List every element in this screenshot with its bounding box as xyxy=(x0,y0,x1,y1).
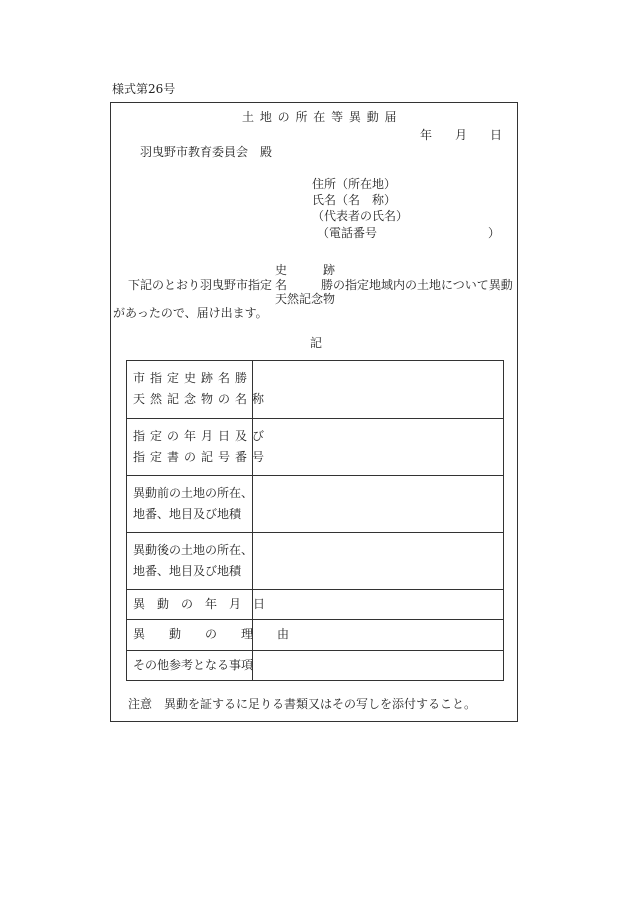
table-row xyxy=(127,650,503,680)
body-line2: があったので、届け出ます。 xyxy=(113,306,268,320)
row-label: その他参考となる事項 xyxy=(133,658,254,672)
row-label: 異動後の土地の所在、 地番、地目及び地積 xyxy=(133,543,254,578)
date-month-label: 月 xyxy=(455,128,468,142)
date-year-label: 年 xyxy=(420,128,433,142)
details-table xyxy=(126,360,504,681)
table-row xyxy=(127,475,503,532)
applicant-name-label: 氏名（名 称） xyxy=(312,193,397,207)
table-row xyxy=(127,619,503,650)
designation-type-natural-monument: 天然記念物 xyxy=(275,292,336,306)
body-line1-prefix: 下記のとおり羽曳野市指定 xyxy=(128,278,273,292)
form-number: 様式第26号 xyxy=(112,82,176,96)
form-title: 土 地 の 所 在 等 異 動 届 xyxy=(242,110,398,124)
row-label: 指定の年月日及び 指定書の記号番号 xyxy=(133,429,270,464)
ki-heading: 記 xyxy=(310,336,323,350)
date-day-label: 日 xyxy=(490,128,503,142)
row-label: 異 動 の 年 月 日 xyxy=(133,597,266,611)
attachment-note: 注意 異動を証するに足りる書類又はその写しを添付すること。 xyxy=(128,697,477,711)
table-row xyxy=(127,418,503,475)
applicant-phone-close: ） xyxy=(488,226,501,240)
row-label: 異動前の土地の所在、 地番、地目及び地積 xyxy=(133,486,254,521)
applicant-address-label: 住所（所在地） xyxy=(312,177,397,191)
row-label: 市指定史跡名勝 天然記念物の名称 xyxy=(133,371,270,406)
addressee: 羽曳野市教育委員会 殿 xyxy=(140,145,273,159)
applicant-phone-label: （電話番号 xyxy=(317,226,378,240)
applicant-representative-label: （代表者の氏名） xyxy=(312,209,409,223)
table-row xyxy=(127,589,503,619)
table-column-divider xyxy=(252,361,253,680)
designation-type-scenic-beauty: 名 xyxy=(275,278,324,292)
body-line1-suffix: 勝の指定地域内の土地について異動 xyxy=(321,278,513,292)
table-row xyxy=(127,361,503,418)
table-row xyxy=(127,532,503,589)
row-label: 異 動 の 理 由 xyxy=(133,627,290,641)
designation-type-historic-site: 史 跡 xyxy=(275,263,336,277)
